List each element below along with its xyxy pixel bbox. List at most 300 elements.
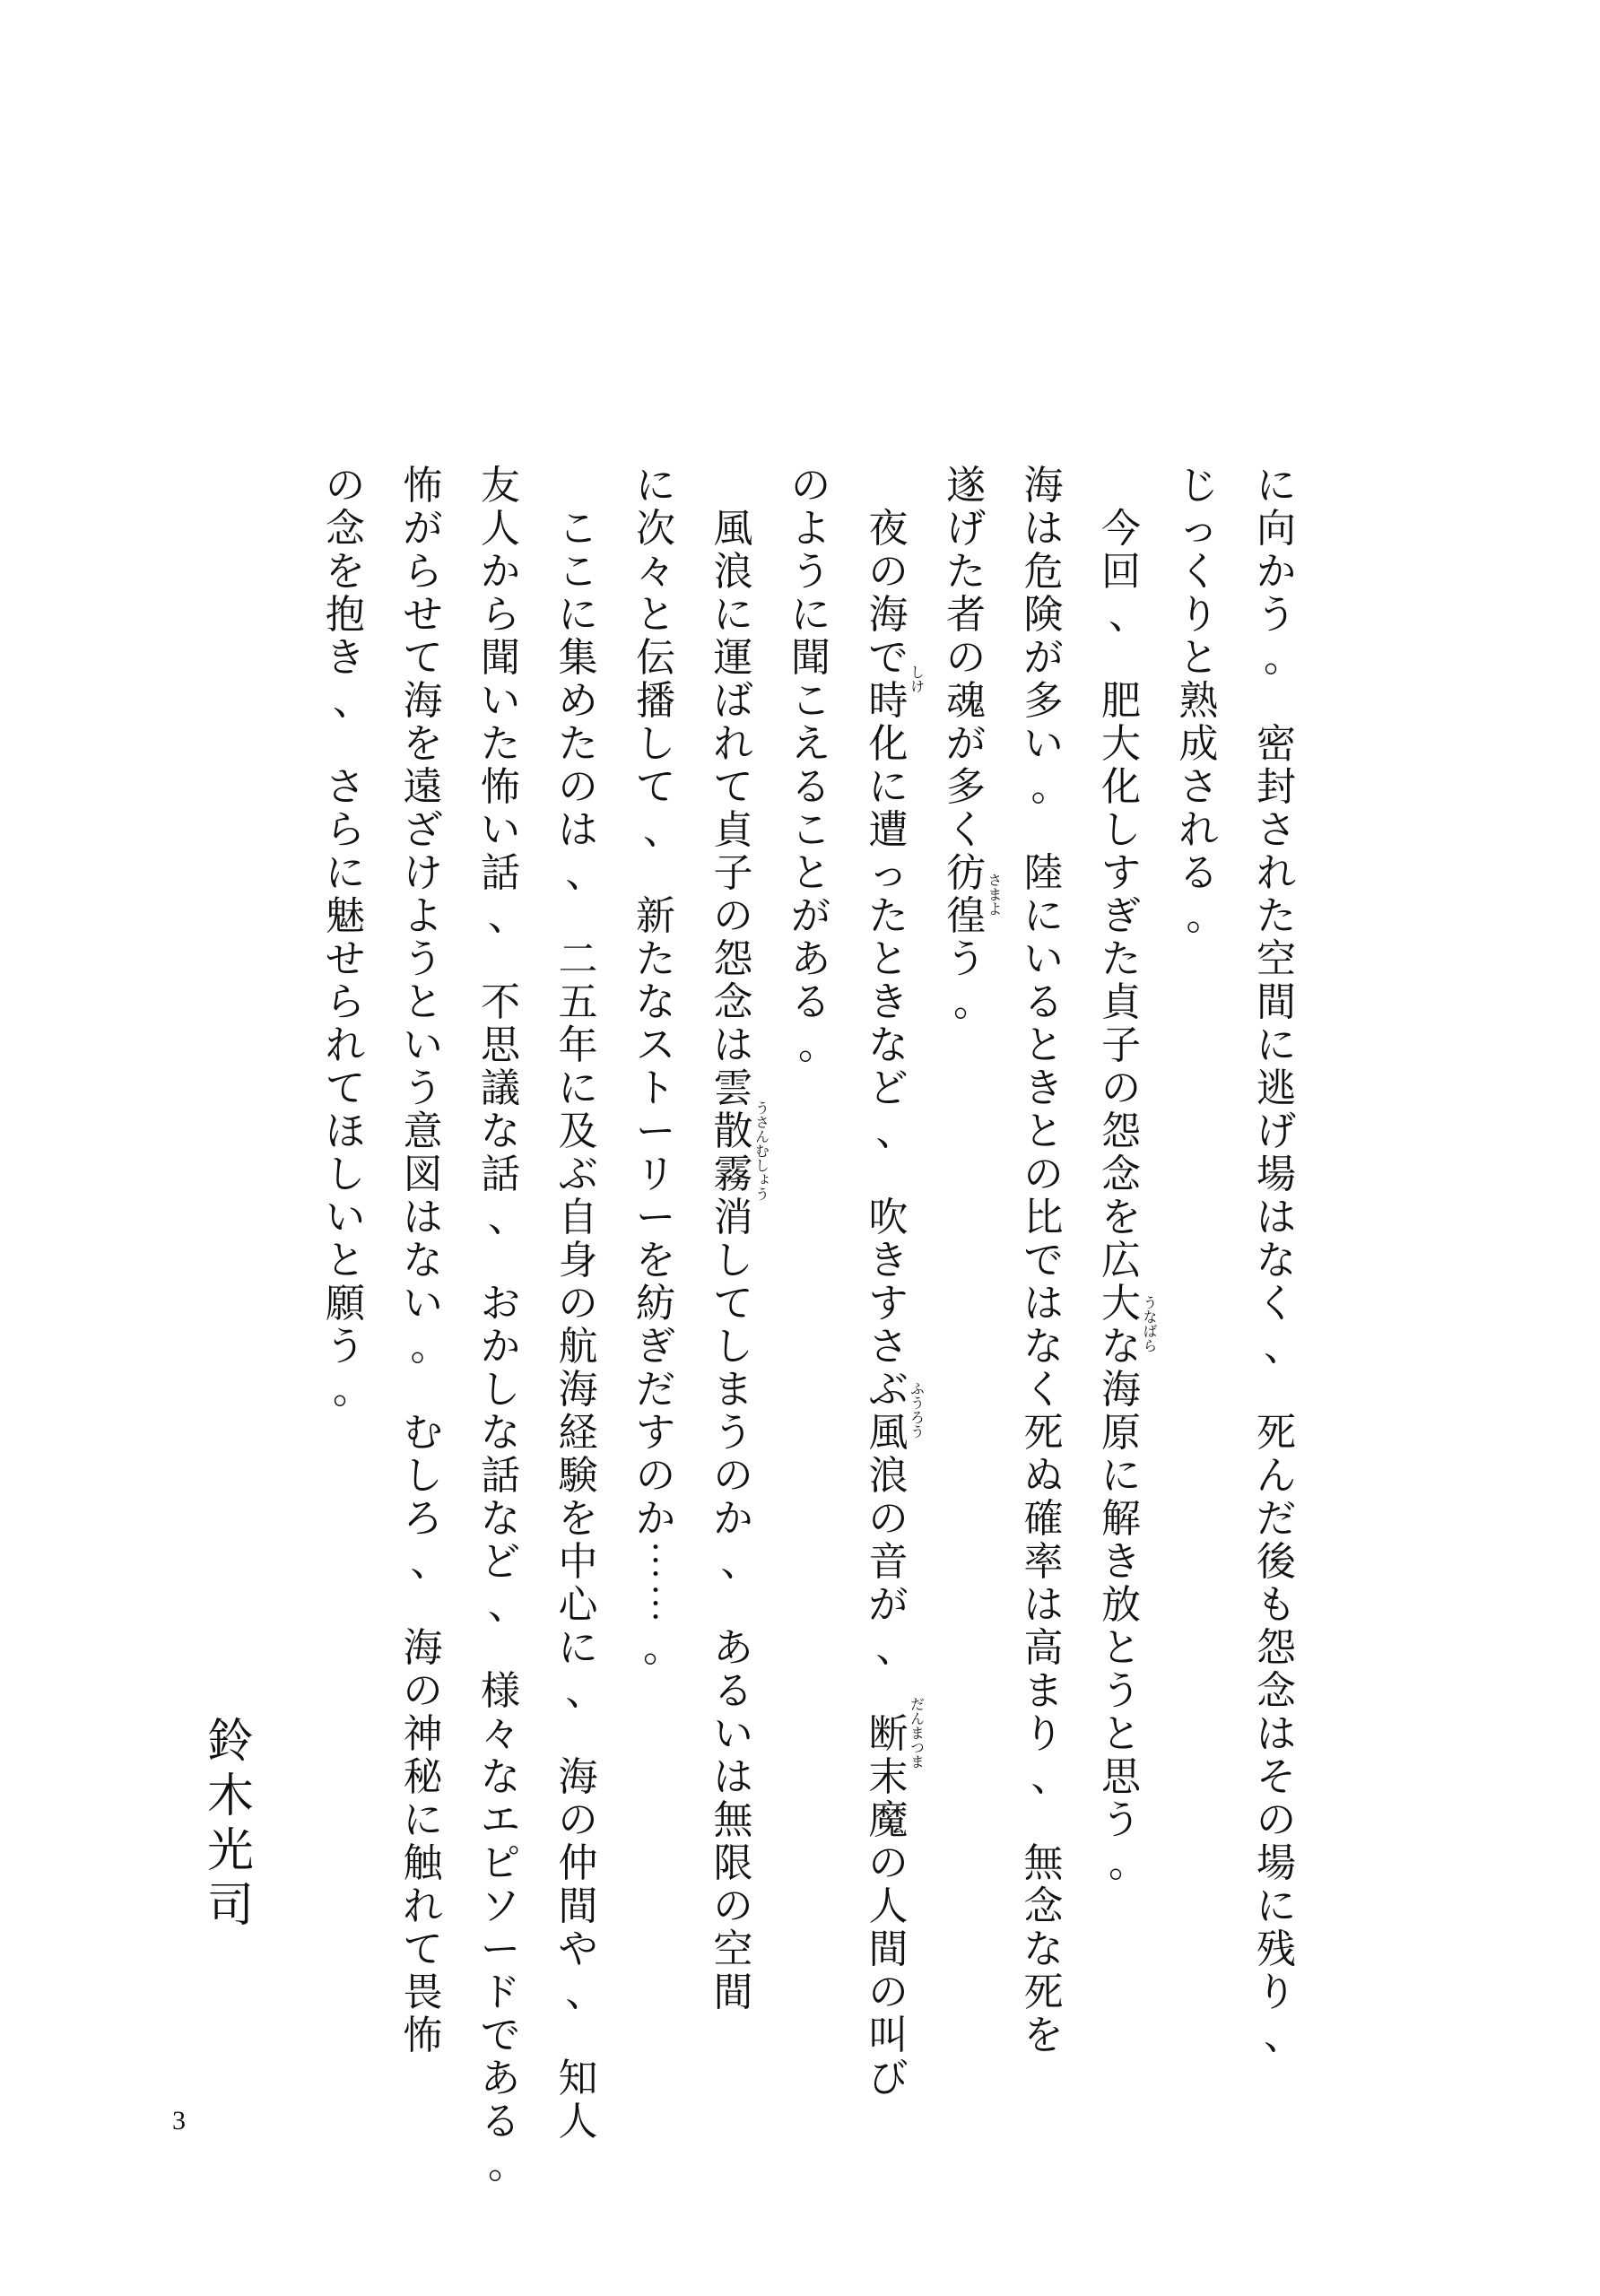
glyph: ソ: [481, 1883, 520, 1929]
glyph: 、: [875, 1625, 916, 1671]
glyph: 心: [558, 1582, 598, 1628]
glyph: な: [636, 979, 675, 1025]
glyph: [862, 1670, 926, 1769]
glyph: 怨: [1257, 1625, 1296, 1671]
glyph: 間: [868, 1926, 909, 1972]
glyph: の: [558, 1281, 598, 1326]
glyph: く: [1257, 1281, 1296, 1326]
glyph: ば: [713, 678, 753, 724]
glyph: 密: [1257, 721, 1296, 767]
text-column: [1172, 465, 1226, 938]
glyph: さ: [326, 764, 365, 810]
glyph: し: [481, 1367, 520, 1413]
glyph: が: [868, 1582, 909, 1628]
glyph: 多: [946, 764, 986, 810]
glyph: 二: [558, 936, 598, 982]
glyph: 。: [488, 2142, 527, 2187]
glyph: 不: [481, 979, 520, 1025]
glyph: ざ: [403, 807, 443, 853]
glyph: む: [403, 1410, 443, 1456]
glyph: か: [481, 549, 520, 595]
glyph: 願: [326, 1281, 365, 1326]
glyph: 、: [1264, 2013, 1303, 2058]
glyph: 運: [713, 635, 753, 681]
glyph: 播: [636, 678, 675, 724]
glyph: げ: [1257, 1109, 1296, 1154]
author-glyph: 司: [206, 1879, 254, 1933]
glyph: れ: [1178, 807, 1219, 853]
glyph: く: [946, 807, 986, 853]
glyph: や: [558, 1926, 598, 1972]
glyph: ぬ: [1023, 1453, 1064, 1499]
glyph: き: [868, 1238, 909, 1283]
text-column: [1249, 465, 1303, 2057]
glyph: し: [713, 1238, 753, 1283]
glyph: う: [1101, 1797, 1141, 1843]
glyph: 遠: [403, 764, 443, 810]
glyph: の: [403, 1668, 443, 1714]
glyph: [707, 1584, 761, 1627]
glyph: て: [713, 1281, 753, 1326]
glyph: を: [1023, 2013, 1064, 2058]
glyph: く: [1023, 1367, 1064, 1413]
glyph: き: [1101, 1539, 1141, 1585]
glyph: 末: [868, 1754, 909, 1800]
glyph: 聞: [481, 635, 520, 681]
glyph: に: [403, 1797, 443, 1843]
glyph: び: [868, 2056, 909, 2101]
glyph: し: [403, 1453, 443, 1499]
glyph: 伝: [636, 635, 675, 681]
glyph: に: [636, 463, 675, 509]
glyph: 年: [558, 1022, 598, 1068]
glyph: 畏: [403, 1970, 443, 2015]
glyph: 子: [713, 850, 753, 896]
glyph: で: [481, 2013, 520, 2058]
glyph: リ: [636, 1152, 675, 1197]
glyph: い: [403, 1022, 443, 1068]
glyph: お: [481, 1281, 520, 1326]
glyph: ぶ ふうろう: [868, 1367, 926, 1439]
glyph: 限: [713, 1840, 753, 1886]
glyph: い: [481, 807, 520, 853]
glyph: う: [403, 936, 443, 982]
glyph: ん: [1257, 1453, 1296, 1499]
glyph: か: [713, 1496, 753, 1542]
glyph: 五: [558, 979, 598, 1025]
glyph: ま: [713, 1367, 753, 1413]
glyph: 話: [481, 1453, 520, 1499]
glyph: を: [558, 1496, 598, 1542]
glyph: 。: [1186, 893, 1226, 939]
glyph: ま: [1023, 1668, 1064, 1714]
glyph: 々: [481, 1711, 520, 1757]
glyph: 、: [1030, 1754, 1071, 1800]
glyph: う: [791, 549, 830, 595]
glyph: 海: [403, 678, 443, 724]
glyph: に: [1257, 463, 1296, 509]
glyph: は: [713, 1754, 753, 1800]
glyph: こ: [558, 506, 598, 552]
glyph: た: [636, 936, 675, 982]
glyph: り: [1178, 592, 1219, 638]
glyph: [318, 723, 372, 766]
glyph: よ: [791, 506, 830, 552]
glyph: に: [713, 592, 753, 638]
glyph: と: [1178, 635, 1219, 681]
glyph: は: [713, 1022, 753, 1068]
glyph: 念: [713, 979, 753, 1025]
glyph: う: [946, 936, 986, 982]
glyph: は: [558, 807, 598, 853]
glyph: 成: [1178, 721, 1219, 767]
glyph: 今: [1101, 506, 1141, 552]
glyph: 危: [1023, 549, 1064, 595]
glyph: あ: [481, 2056, 520, 2101]
glyph: が: [1023, 635, 1064, 681]
glyph: 海: [558, 1367, 598, 1413]
glyph: 、: [643, 807, 683, 853]
text-column: [318, 465, 372, 1412]
glyph: の: [791, 463, 830, 509]
glyph: だ: [636, 1367, 675, 1413]
text-column: [939, 463, 1003, 1025]
glyph: か: [481, 1324, 520, 1370]
glyph: 、: [1264, 1324, 1303, 1370]
glyph: 魂: [946, 678, 986, 724]
glyph: で しけ: [868, 635, 926, 693]
glyph: 音: [868, 1539, 909, 1585]
glyph: と: [1023, 1109, 1064, 1154]
glyph: [552, 895, 605, 938]
glyph: 意: [403, 1109, 443, 1154]
glyph: [474, 1239, 527, 1283]
glyph: は: [1023, 506, 1064, 552]
glyph: め: [558, 678, 598, 724]
glyph: る: [481, 2099, 520, 2144]
glyph: 人: [481, 506, 520, 552]
glyph: の: [1257, 1797, 1296, 1843]
glyph: 貞: [1101, 979, 1141, 1025]
glyph: 航: [558, 1324, 598, 1370]
glyph: た: [481, 721, 520, 767]
glyph: き: [326, 635, 365, 681]
glyph: に: [558, 1065, 598, 1111]
glyph: [629, 852, 683, 895]
glyph: 自: [558, 1195, 598, 1240]
glyph: に: [558, 592, 598, 638]
glyph: 身: [558, 1238, 598, 1283]
glyph: を: [326, 549, 365, 595]
glyph: な: [481, 1754, 520, 1800]
glyph: 逃: [1257, 1065, 1296, 1111]
glyph: 、: [565, 850, 605, 896]
glyph: 海: [558, 1754, 598, 1800]
glyph: あ: [713, 1625, 753, 1671]
glyph: 間: [713, 1970, 753, 2015]
glyph: と: [326, 1238, 365, 1283]
glyph: い: [1023, 721, 1064, 767]
glyph: 熟: [1178, 678, 1219, 724]
glyph: ら: [481, 592, 520, 638]
glyph: 思: [1101, 1754, 1141, 1800]
text-column: [1017, 465, 1071, 2057]
glyph: 原: [1101, 1410, 1141, 1456]
glyph: 場: [1257, 1152, 1296, 1197]
glyph: も: [1257, 1582, 1296, 1628]
glyph: 、: [875, 1109, 916, 1154]
text-column: [707, 465, 770, 2015]
glyph: ら: [326, 979, 365, 1025]
glyph: [1094, 637, 1148, 680]
glyph: 秘: [403, 1754, 443, 1800]
glyph: 。: [798, 1022, 838, 1068]
glyph: 海: [868, 592, 909, 638]
glyph: 多: [1023, 678, 1064, 724]
glyph: 海: [403, 1625, 443, 1671]
glyph: [552, 2014, 605, 2057]
glyph: し: [1101, 807, 1141, 853]
glyph: 風: [713, 506, 753, 552]
text-column: [784, 465, 838, 1067]
glyph: っ: [868, 850, 909, 896]
glyph: な: [1257, 1238, 1296, 1283]
glyph: に: [1101, 1453, 1141, 1499]
glyph: 無: [713, 1797, 753, 1843]
glyph: ほ: [326, 1109, 365, 1154]
glyph: ︙: [636, 1539, 675, 1585]
glyph: な: [403, 1238, 443, 1283]
glyph: か: [636, 1496, 675, 1542]
glyph: と: [636, 592, 675, 638]
glyph: う: [1101, 1668, 1141, 1714]
glyph: い: [403, 1281, 443, 1326]
glyph: 後: [1257, 1539, 1296, 1585]
text-column: [629, 465, 683, 1670]
author-glyph: 光: [206, 1824, 254, 1878]
glyph: う: [326, 1324, 365, 1370]
glyph: [862, 465, 916, 508]
glyph: ー: [636, 1109, 675, 1154]
glyph: 彷 さまよ: [946, 850, 1003, 916]
glyph: た: [868, 893, 909, 939]
glyph: う: [403, 1065, 443, 1111]
glyph: と: [868, 936, 909, 982]
glyph: き: [868, 979, 909, 1025]
glyph: 死: [1257, 1410, 1296, 1456]
glyph: ろ: [403, 1496, 443, 1542]
glyph: 、: [488, 1195, 527, 1240]
glyph: る: [791, 979, 830, 1025]
glyph: ら: [403, 549, 443, 595]
glyph: 雲 うさんむしょう: [713, 1065, 770, 1201]
glyph: 高: [1023, 1625, 1064, 1671]
glyph: [1017, 809, 1071, 852]
glyph: [474, 938, 527, 981]
glyph: の: [868, 1840, 909, 1886]
glyph: な: [481, 1410, 520, 1456]
glyph: た: [946, 549, 986, 595]
glyph: さ: [1178, 764, 1219, 810]
glyph: さ: [868, 1324, 909, 1370]
glyph: の: [868, 549, 909, 595]
glyph: 怨: [713, 936, 753, 982]
glyph: 集: [558, 635, 598, 681]
glyph: 風: [868, 1410, 909, 1456]
glyph: 吹: [868, 1195, 909, 1240]
glyph: 無: [1023, 1840, 1064, 1886]
glyph: 率: [1023, 1539, 1064, 1585]
glyph: 。: [1264, 635, 1303, 681]
glyph: 海: [1023, 463, 1064, 509]
glyph: 化: [1101, 764, 1141, 810]
glyph: に: [326, 850, 365, 896]
glyph: 、: [720, 1539, 761, 1585]
glyph: 封: [1257, 764, 1296, 810]
glyph: の: [558, 1797, 598, 1843]
ruby-annotation: うなばら: [1141, 1295, 1158, 1352]
glyph: 中: [558, 1539, 598, 1585]
glyph: 肥: [1101, 678, 1141, 724]
glyph: る: [1178, 850, 1219, 896]
glyph: こ: [791, 678, 830, 724]
glyph: い: [326, 1195, 365, 1240]
glyph: ぎ: [1101, 893, 1141, 939]
glyph: [1094, 465, 1148, 508]
glyph: を: [1101, 1195, 1141, 1240]
glyph: を: [403, 721, 443, 767]
glyph: [707, 465, 761, 508]
glyph: か: [1257, 549, 1296, 595]
glyph: [1017, 1799, 1071, 1842]
glyph: よ: [403, 893, 443, 939]
glyph: な: [1101, 1324, 1141, 1370]
glyph: れ: [403, 1883, 443, 1929]
text-column: [1094, 465, 1158, 1886]
glyph: 貞: [713, 807, 753, 853]
glyph: て: [636, 764, 675, 810]
glyph: 様: [481, 1668, 520, 1714]
ruby-annotation: しけ: [908, 665, 926, 693]
glyph: 散: [713, 1109, 753, 1154]
glyph: れ: [1257, 850, 1296, 896]
glyph: が: [791, 893, 830, 939]
glyph: ど: [868, 1065, 909, 1111]
glyph: 解: [1101, 1496, 1141, 1542]
glyph: の: [636, 1453, 675, 1499]
text-column: [862, 465, 926, 2101]
glyph: に: [791, 592, 830, 638]
glyph: は: [1257, 1195, 1296, 1240]
glyph: ど: [481, 1539, 520, 1585]
glyph: 友: [481, 463, 520, 509]
glyph: の: [1023, 1152, 1064, 1197]
glyph: を: [636, 1238, 675, 1283]
glyph: 次: [636, 506, 675, 552]
glyph: こ: [558, 549, 598, 595]
glyph: せ: [403, 592, 443, 638]
glyph: し: [636, 721, 675, 767]
glyph: 、: [1109, 592, 1148, 638]
glyph: に: [1023, 893, 1064, 939]
text-column: [396, 465, 450, 2057]
glyph: 人: [868, 1883, 909, 1929]
glyph: 抱: [326, 592, 365, 638]
glyph: く: [1178, 549, 1219, 595]
glyph: う: [713, 1410, 753, 1456]
glyph: 海: [1101, 1367, 1141, 1413]
glyph: の: [713, 893, 753, 939]
glyph: 話: [481, 850, 520, 896]
glyph: が: [946, 721, 986, 767]
glyph: 徨: [946, 893, 986, 939]
glyph: 念: [326, 506, 365, 552]
glyph: あ: [791, 936, 830, 982]
glyph: 大 うなばら: [1101, 1281, 1158, 1352]
glyph: 確: [1023, 1496, 1064, 1542]
author-signature: [204, 1715, 257, 1934]
glyph: は: [1257, 1711, 1296, 1757]
glyph: し: [713, 1324, 753, 1370]
glyph: エ: [481, 1797, 520, 1843]
glyph: [862, 1153, 916, 1196]
glyph: ぎ: [636, 1324, 675, 1370]
glyph: 空: [713, 1926, 753, 1972]
glyph: 仲: [558, 1840, 598, 1886]
ruby-annotation: ふうろう: [908, 1381, 926, 1439]
glyph: こ: [791, 807, 830, 853]
glyph: れ: [326, 1022, 365, 1068]
glyph: の: [868, 1970, 909, 2015]
glyph: て: [713, 764, 753, 810]
glyph: げ: [946, 506, 986, 552]
glyph: 新: [636, 893, 675, 939]
glyph: ︙: [636, 1582, 675, 1628]
glyph: 消: [713, 1195, 753, 1240]
glyph: の: [326, 463, 365, 509]
glyph: の: [1101, 1065, 1141, 1111]
glyph: 念: [1101, 1152, 1141, 1197]
glyph: 念: [1023, 1883, 1064, 1929]
glyph: い: [713, 1711, 753, 1757]
glyph: 、: [488, 893, 527, 939]
glyph: 険: [1023, 592, 1064, 638]
glyph: に: [868, 764, 909, 810]
glyph: 残: [1257, 1926, 1296, 1972]
glyph: の: [558, 764, 598, 810]
glyph: ド: [481, 1970, 520, 2015]
glyph: 浪: [713, 549, 753, 595]
glyph: な: [481, 1496, 520, 1542]
glyph: 紡: [636, 1281, 675, 1326]
glyph: 、: [410, 1539, 450, 1585]
glyph: 霧: [713, 1152, 753, 1197]
glyph: る: [1023, 979, 1064, 1025]
glyph: 場: [1257, 1840, 1296, 1886]
glyph: ピ: [481, 1840, 520, 1886]
glyph: と: [791, 850, 830, 896]
glyph: け: [403, 850, 443, 896]
glyph: 子: [1101, 1022, 1141, 1068]
glyph: て: [326, 1065, 365, 1111]
glyph: が: [403, 506, 443, 552]
glyph: 経: [558, 1410, 598, 1456]
glyph: に: [1257, 1883, 1296, 1929]
glyph: 叫: [868, 2013, 909, 2058]
glyph: い: [481, 678, 520, 724]
glyph: ー: [481, 1926, 520, 1972]
glyph: と: [1101, 1711, 1141, 1757]
